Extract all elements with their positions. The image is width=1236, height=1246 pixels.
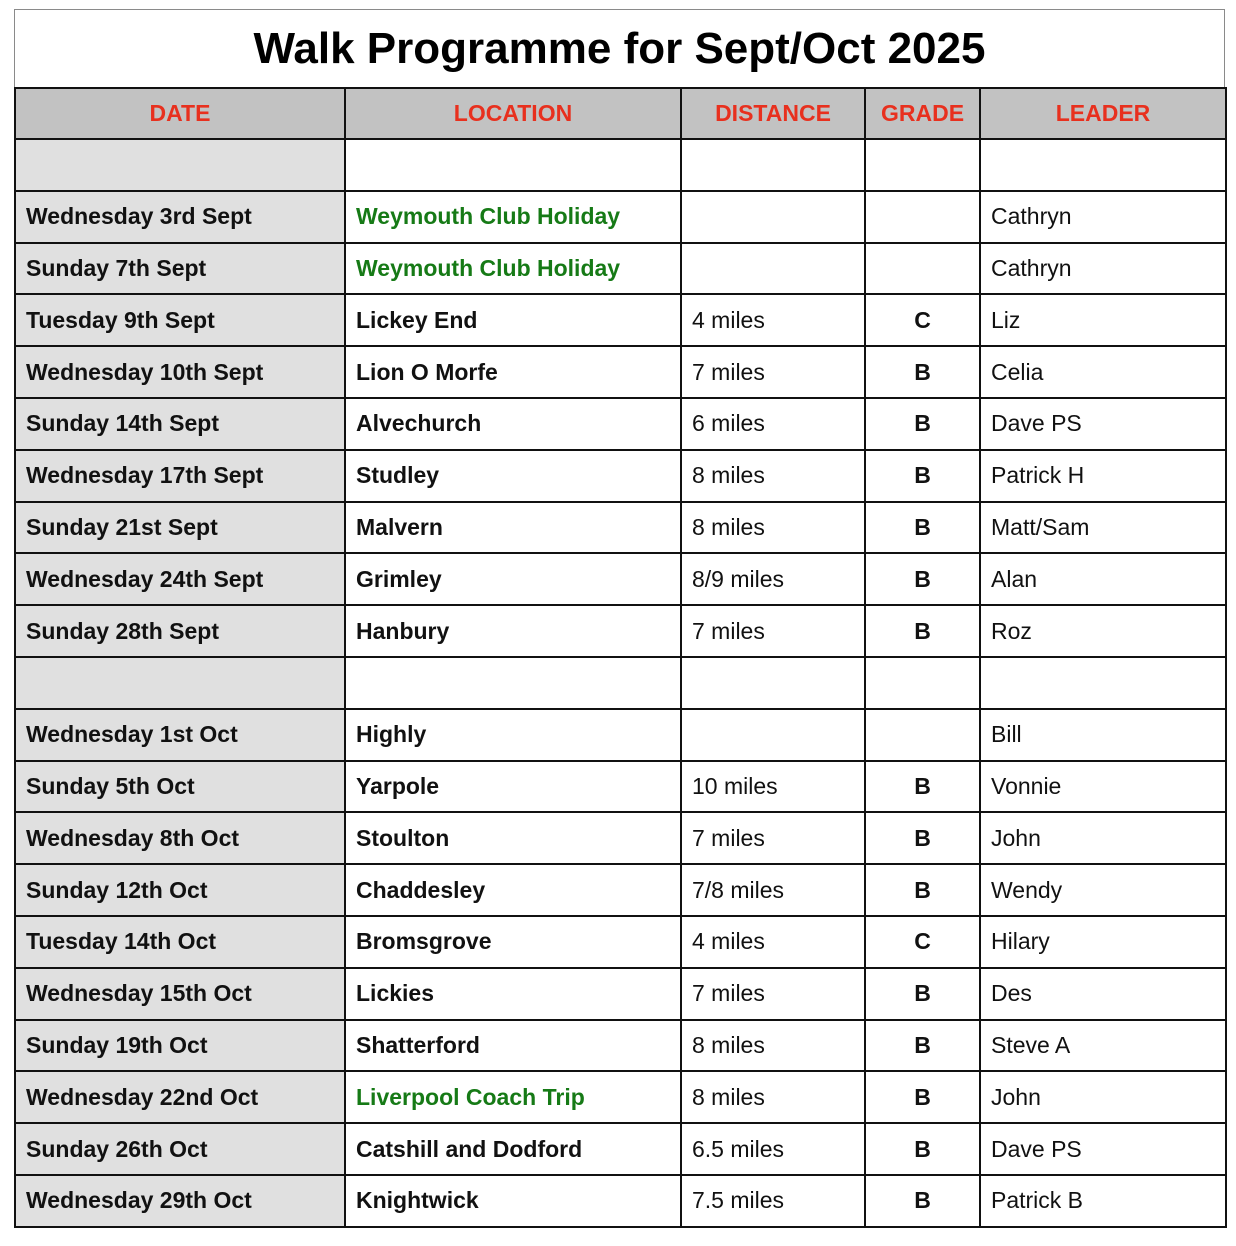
header-row — [15, 88, 1226, 139]
distance-cell: 4 miles — [681, 916, 865, 968]
leader-cell: Steve A — [980, 1020, 1226, 1072]
leader-cell: John — [980, 812, 1226, 864]
table-row — [15, 450, 1226, 502]
grade-cell — [865, 139, 980, 191]
table-row — [15, 709, 1226, 761]
distance-cell — [681, 709, 865, 761]
location-cell: Grimley — [345, 553, 681, 605]
grade-cell: B — [865, 968, 980, 1020]
table-row — [15, 553, 1226, 605]
location-cell: Chaddesley — [345, 864, 681, 916]
table-row — [15, 398, 1226, 450]
distance-cell: 6 miles — [681, 398, 865, 450]
distance-cell: 7 miles — [681, 346, 865, 398]
date-cell: Wednesday 17th Sept — [15, 450, 345, 502]
leader-cell: Bill — [980, 709, 1226, 761]
leader-cell: Cathryn — [980, 191, 1226, 243]
distance-cell: 8 miles — [681, 502, 865, 554]
table-row — [15, 812, 1226, 864]
grade-cell: B — [865, 450, 980, 502]
table-row — [15, 1020, 1226, 1072]
table-row — [15, 968, 1226, 1020]
leader-cell — [980, 657, 1226, 709]
distance-cell: 8 miles — [681, 1071, 865, 1123]
distance-cell — [681, 243, 865, 295]
distance-cell: 7/8 miles — [681, 864, 865, 916]
date-cell — [15, 139, 345, 191]
location-cell: Knightwick — [345, 1175, 681, 1227]
date-cell: Sunday 5th Oct — [15, 761, 345, 813]
grade-cell: B — [865, 605, 980, 657]
leader-cell: Roz — [980, 605, 1226, 657]
leader-cell: Hilary — [980, 916, 1226, 968]
location-cell: Weymouth Club Holiday — [345, 191, 681, 243]
table-row — [15, 761, 1226, 813]
table-row — [15, 191, 1226, 243]
location-cell: Lickey End — [345, 294, 681, 346]
grade-cell: B — [865, 502, 980, 554]
table-row — [15, 1175, 1226, 1227]
date-cell: Sunday 21st Sept — [15, 502, 345, 554]
distance-cell: 6.5 miles — [681, 1123, 865, 1175]
location-cell: Yarpole — [345, 761, 681, 813]
date-cell: Sunday 26th Oct — [15, 1123, 345, 1175]
distance-cell: 7 miles — [681, 605, 865, 657]
location-cell: Stoulton — [345, 812, 681, 864]
grade-cell: B — [865, 346, 980, 398]
location-cell: Catshill and Dodford — [345, 1123, 681, 1175]
grade-cell: B — [865, 398, 980, 450]
distance-cell — [681, 191, 865, 243]
leader-cell: Alan — [980, 553, 1226, 605]
location-cell: Hanbury — [345, 605, 681, 657]
date-cell: Tuesday 9th Sept — [15, 294, 345, 346]
leader-cell: Vonnie — [980, 761, 1226, 813]
grade-cell: B — [865, 1175, 980, 1227]
leader-cell: Celia — [980, 346, 1226, 398]
location-cell: Lion O Morfe — [345, 346, 681, 398]
distance-cell: 10 miles — [681, 761, 865, 813]
location-cell: Shatterford — [345, 1020, 681, 1072]
location-cell — [345, 657, 681, 709]
grade-cell — [865, 657, 980, 709]
distance-cell: 7 miles — [681, 812, 865, 864]
distance-cell: 8 miles — [681, 1020, 865, 1072]
grade-cell: B — [865, 1020, 980, 1072]
leader-cell: Patrick H — [980, 450, 1226, 502]
leader-cell: Matt/Sam — [980, 502, 1226, 554]
grade-cell: B — [865, 812, 980, 864]
location-cell: Weymouth Club Holiday — [345, 243, 681, 295]
date-cell: Sunday 28th Sept — [15, 605, 345, 657]
leader-cell: Dave PS — [980, 398, 1226, 450]
distance-cell — [681, 139, 865, 191]
table-row — [15, 294, 1226, 346]
table-row — [15, 139, 1226, 191]
date-cell: Tuesday 14th Oct — [15, 916, 345, 968]
leader-cell: Wendy — [980, 864, 1226, 916]
date-cell: Wednesday 10th Sept — [15, 346, 345, 398]
grade-cell — [865, 191, 980, 243]
header-distance: DISTANCE — [681, 88, 865, 139]
walk-programme-table — [14, 87, 1227, 1228]
location-cell: Studley — [345, 450, 681, 502]
grade-cell: C — [865, 294, 980, 346]
date-cell: Wednesday 22nd Oct — [15, 1071, 345, 1123]
table-row — [15, 605, 1226, 657]
grade-cell: B — [865, 761, 980, 813]
table-row — [15, 502, 1226, 554]
date-cell: Wednesday 8th Oct — [15, 812, 345, 864]
leader-cell: Dave PS — [980, 1123, 1226, 1175]
location-cell: Liverpool Coach Trip — [345, 1071, 681, 1123]
location-cell: Highly — [345, 709, 681, 761]
leader-cell: Liz — [980, 294, 1226, 346]
page-title: Walk Programme for Sept/Oct 2025 — [14, 9, 1225, 87]
location-cell: Lickies — [345, 968, 681, 1020]
grade-cell: B — [865, 864, 980, 916]
leader-cell: John — [980, 1071, 1226, 1123]
distance-cell: 7 miles — [681, 968, 865, 1020]
table-row — [15, 1071, 1226, 1123]
location-cell: Bromsgrove — [345, 916, 681, 968]
distance-cell: 8/9 miles — [681, 553, 865, 605]
date-cell: Sunday 14th Sept — [15, 398, 345, 450]
table-row — [15, 1123, 1226, 1175]
leader-cell: Cathryn — [980, 243, 1226, 295]
grade-cell — [865, 709, 980, 761]
date-cell: Sunday 12th Oct — [15, 864, 345, 916]
location-cell — [345, 139, 681, 191]
header-date: DATE — [15, 88, 345, 139]
header-grade: GRADE — [865, 88, 980, 139]
distance-cell — [681, 657, 865, 709]
leader-cell: Patrick B — [980, 1175, 1226, 1227]
grade-cell: B — [865, 1071, 980, 1123]
distance-cell: 8 miles — [681, 450, 865, 502]
header-leader: LEADER — [980, 88, 1226, 139]
grade-cell: B — [865, 1123, 980, 1175]
date-cell: Wednesday 3rd Sept — [15, 191, 345, 243]
date-cell: Sunday 7th Sept — [15, 243, 345, 295]
location-cell: Malvern — [345, 502, 681, 554]
date-cell — [15, 657, 345, 709]
table-row — [15, 657, 1226, 709]
table-row — [15, 916, 1226, 968]
date-cell: Wednesday 1st Oct — [15, 709, 345, 761]
table-row — [15, 243, 1226, 295]
header-location: LOCATION — [345, 88, 681, 139]
date-cell: Wednesday 29th Oct — [15, 1175, 345, 1227]
grade-cell — [865, 243, 980, 295]
table-row — [15, 346, 1226, 398]
grade-cell: C — [865, 916, 980, 968]
distance-cell: 7.5 miles — [681, 1175, 865, 1227]
location-cell: Alvechurch — [345, 398, 681, 450]
leader-cell — [980, 139, 1226, 191]
table-row — [15, 864, 1226, 916]
distance-cell: 4 miles — [681, 294, 865, 346]
date-cell: Wednesday 24th Sept — [15, 553, 345, 605]
grade-cell: B — [865, 553, 980, 605]
leader-cell: Des — [980, 968, 1226, 1020]
date-cell: Wednesday 15th Oct — [15, 968, 345, 1020]
date-cell: Sunday 19th Oct — [15, 1020, 345, 1072]
